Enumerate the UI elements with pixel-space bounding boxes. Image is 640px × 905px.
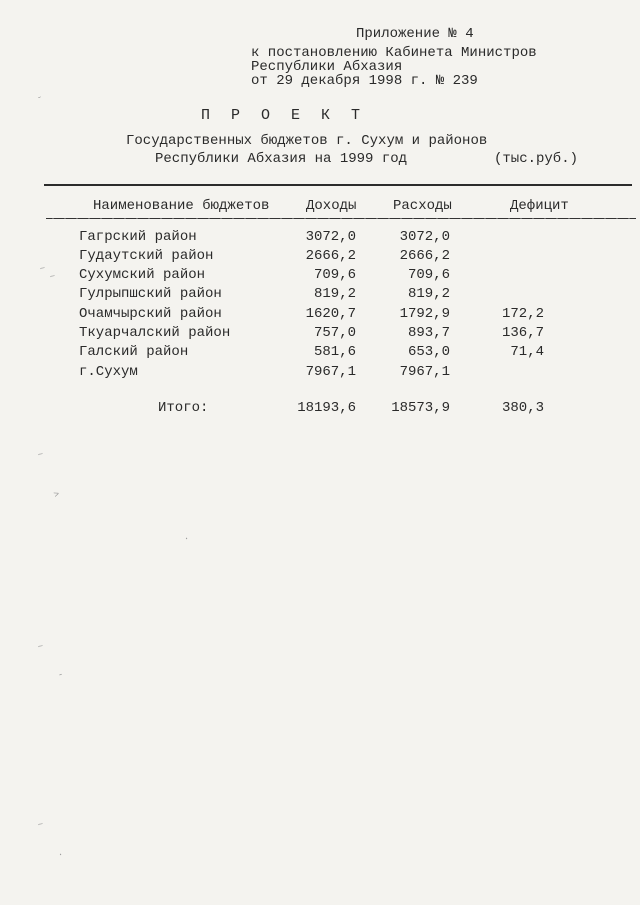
table-row-expense: 2666,2 [399,248,450,264]
scan-speck: · [56,849,65,861]
scan-speck: ~ [36,449,45,461]
column-header-name: Наименование бюджетов [93,198,270,214]
table-row-name: Галский район [79,344,189,360]
column-header-deficit: Дефицит [510,198,569,214]
table-row-name: г.Сухум [79,364,138,380]
table-row-income: 3072,0 [305,229,356,245]
document-title-line-1: Государственных бюджетов г. Сухум и районов [126,133,488,149]
scan-speck: · [182,533,191,545]
appendix-label: Приложение № 4 [356,26,474,42]
decree-line-1: к постановлению Кабинета Министров [251,45,537,61]
table-row-expense: 3072,0 [399,229,450,245]
scan-speck: ˃ [52,489,61,501]
scan-speck: ˘ [36,95,45,107]
header-bottom-rule [46,218,636,219]
table-row-income: 7967,1 [305,364,356,380]
table-row-expense: 653,0 [407,344,450,360]
total-label: Итого: [158,400,209,416]
table-row-name: Гагрский район [79,229,197,245]
column-header-income: Доходы [306,198,357,214]
total-deficit: 380,3 [501,400,544,416]
table-row-expense: 893,7 [407,325,450,341]
table-row-income: 581,6 [313,344,356,360]
table-row-name: Ткуарчалский район [79,325,231,341]
table-row-deficit: 71,4 [510,344,544,360]
unit-label: (тыс.руб.) [494,151,579,167]
table-row-expense: 819,2 [407,286,450,302]
table-row-name: Гулрыпшский район [79,286,222,302]
table-row-name: Очамчырский район [79,306,222,322]
table-row-deficit: 172,2 [501,306,544,322]
scan-speck: ~ [48,271,57,283]
decree-line-2: Республики Абхазия [251,59,403,75]
scan-speck: ~ [38,263,47,275]
draft-label: П Р О Е К Т [201,107,367,124]
scan-speck: ~ [36,641,45,653]
table-row-name: Гудаутский район [79,248,214,264]
table-row-name: Сухумский район [79,267,206,283]
column-header-expense: Расходы [393,198,452,214]
table-row-income: 757,0 [313,325,356,341]
decree-reference [251,46,611,88]
decree-line-3: от 29 декабря 1998 г. № 239 [251,73,478,89]
table-row-income: 2666,2 [305,248,356,264]
scan-speck: - [56,669,65,681]
document-title-line-2: Республики Абхазия на 1999 год [155,151,408,167]
table-top-rule [44,184,632,186]
table-row-income: 709,6 [313,267,356,283]
table-row-income: 819,2 [313,286,356,302]
scan-speck: ~ [36,819,45,831]
total-expense: 18573,9 [391,400,450,416]
table-row-expense: 7967,1 [399,364,450,380]
table-row-income: 1620,7 [305,306,356,322]
table-row-expense: 709,6 [407,267,450,283]
total-income: 18193,6 [297,400,356,416]
table-row-deficit: 136,7 [501,325,544,341]
table-row-expense: 1792,9 [399,306,450,322]
